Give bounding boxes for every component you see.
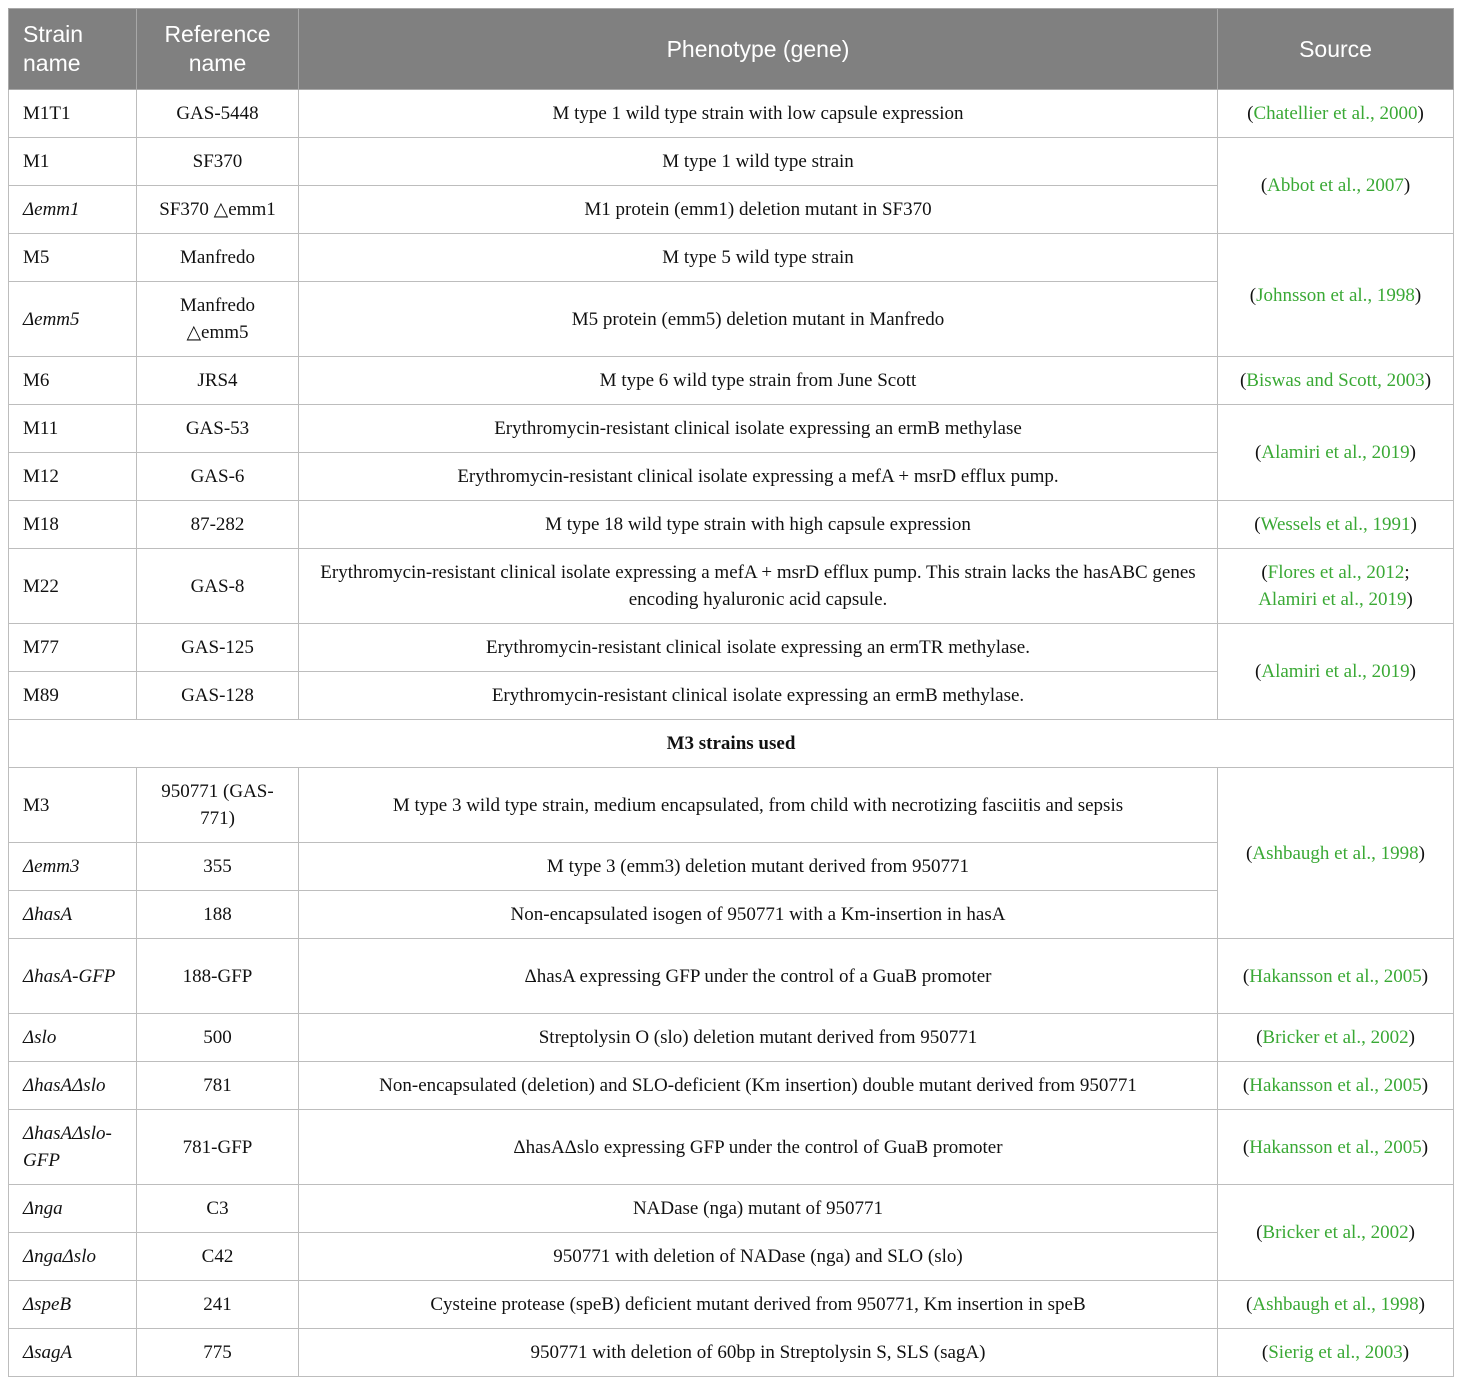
table-header bbox=[9, 9, 1454, 90]
phenotype-cell: Non-encapsulated (deletion) and SLO-deficient (Km insertion) double mutant derived from 950771 bbox=[299, 1062, 1218, 1110]
phenotype-cell: Erythromycin-resistant clinical isolate expressing a mefA + msrD efflux pump. bbox=[299, 453, 1218, 501]
phenotype-cell: M5 protein (emm5) deletion mutant in Manfredo bbox=[299, 282, 1218, 357]
table-row bbox=[9, 1014, 1454, 1062]
reference-cell: 781 bbox=[137, 1062, 299, 1110]
citation-link[interactable]: Alamiri et al., 2019 bbox=[1261, 442, 1410, 463]
citation-link[interactable]: Hakansson et al., 2005 bbox=[1249, 965, 1422, 987]
source-cell: (Chatellier et al., 2000) bbox=[1218, 90, 1454, 138]
citation-link[interactable]: Johnsson et al., 1998 bbox=[1256, 284, 1415, 306]
table-row bbox=[9, 939, 1454, 1014]
table-row bbox=[9, 1110, 1454, 1185]
strain-cell: ΔhasA bbox=[9, 891, 137, 939]
phenotype-cell: M type 1 wild type strain with low capsule expression bbox=[299, 90, 1218, 138]
reference-cell: 188-GFP bbox=[137, 939, 299, 1014]
phenotype-cell: NADase (nga) mutant of 950771 bbox=[299, 1185, 1218, 1233]
table-row bbox=[9, 138, 1454, 186]
phenotype-cell: M type 5 wild type strain bbox=[299, 234, 1218, 282]
strain-cell: M89 bbox=[9, 672, 137, 720]
reference-cell: GAS-128 bbox=[137, 672, 299, 720]
source-cell: (Johnsson et al., 1998) bbox=[1218, 234, 1454, 357]
section-label: M3 strains used bbox=[9, 720, 1454, 768]
header-phenotype: Phenotype (gene) bbox=[299, 9, 1218, 90]
table-row bbox=[9, 1329, 1454, 1377]
table-row bbox=[9, 549, 1454, 624]
citation-link[interactable]: Sierig et al., 2003 bbox=[1268, 1342, 1403, 1363]
source-cell: (Hakansson et al., 2005) bbox=[1218, 1110, 1454, 1185]
phenotype-cell: Erythromycin-resistant clinical isolate expressing an ermB methylase. bbox=[299, 672, 1218, 720]
strain-cell: ΔspeB bbox=[9, 1281, 137, 1329]
reference-cell: 87-282 bbox=[137, 501, 299, 549]
table-row bbox=[9, 405, 1454, 453]
table-row bbox=[9, 357, 1454, 405]
citation-link[interactable]: Chatellier et al., 2000 bbox=[1253, 103, 1418, 124]
reference-cell: GAS-5448 bbox=[137, 90, 299, 138]
citation-link[interactable]: Bricker et al., 2002 bbox=[1262, 1222, 1409, 1243]
strains-table bbox=[8, 8, 1454, 1377]
phenotype-cell: Non-encapsulated isogen of 950771 with a Km-insertion in hasA bbox=[299, 891, 1218, 939]
strain-cell: M1T1 bbox=[9, 90, 137, 138]
reference-cell: 241 bbox=[137, 1281, 299, 1329]
reference-cell: 500 bbox=[137, 1014, 299, 1062]
reference-cell: 775 bbox=[137, 1329, 299, 1377]
table-row bbox=[9, 90, 1454, 138]
source-cell: (Flores et al., 2012; Alamiri et al., 2019) bbox=[1218, 549, 1454, 624]
strain-cell: M1 bbox=[9, 138, 137, 186]
reference-cell: 950771 (GAS-771) bbox=[137, 768, 299, 843]
source-cell: (Hakansson et al., 2005) bbox=[1218, 939, 1454, 1014]
source-cell: (Bricker et al., 2002) bbox=[1218, 1185, 1454, 1281]
citation-link[interactable]: Ashbaugh et al., 1998 bbox=[1252, 842, 1419, 864]
citation-link[interactable]: Biswas and Scott, 2003 bbox=[1246, 370, 1425, 391]
reference-cell: GAS-6 bbox=[137, 453, 299, 501]
strain-cell: Δemm3 bbox=[9, 843, 137, 891]
strain-cell: Δemm5 bbox=[9, 282, 137, 357]
table-row bbox=[9, 1062, 1454, 1110]
source-cell: (Ashbaugh et al., 1998) bbox=[1218, 1281, 1454, 1329]
strain-cell: ΔsagA bbox=[9, 1329, 137, 1377]
section-row bbox=[9, 720, 1454, 768]
table-row bbox=[9, 1185, 1454, 1233]
reference-cell: JRS4 bbox=[137, 357, 299, 405]
source-cell: (Alamiri et al., 2019) bbox=[1218, 405, 1454, 501]
citation-link[interactable]: Hakansson et al., 2005 bbox=[1249, 1136, 1422, 1158]
reference-cell: C42 bbox=[137, 1233, 299, 1281]
reference-cell: GAS-53 bbox=[137, 405, 299, 453]
reference-cell: GAS-8 bbox=[137, 549, 299, 624]
reference-cell: Manfredo bbox=[137, 234, 299, 282]
citation-link[interactable]: Flores et al., 2012 bbox=[1267, 562, 1405, 583]
phenotype-cell: 950771 with deletion of 60bp in Streptolysin S, SLS (sagA) bbox=[299, 1329, 1218, 1377]
phenotype-cell: Cysteine protease (speB) deficient mutant derived from 950771, Km insertion in speB bbox=[299, 1281, 1218, 1329]
strain-cell: ΔngaΔslo bbox=[9, 1233, 137, 1281]
strain-cell: M5 bbox=[9, 234, 137, 282]
source-cell: (Alamiri et al., 2019) bbox=[1218, 624, 1454, 720]
citation-link[interactable]: Abbot et al., 2007 bbox=[1267, 175, 1404, 196]
source-cell: (Biswas and Scott, 2003) bbox=[1218, 357, 1454, 405]
header-row bbox=[9, 9, 1454, 90]
table-body bbox=[9, 90, 1454, 1377]
phenotype-cell: Erythromycin-resistant clinical isolate expressing an ermB methylase bbox=[299, 405, 1218, 453]
reference-cell: 781-GFP bbox=[137, 1110, 299, 1185]
table-row bbox=[9, 234, 1454, 282]
phenotype-cell: M type 3 (emm3) deletion mutant derived from 950771 bbox=[299, 843, 1218, 891]
table-row bbox=[9, 768, 1454, 843]
phenotype-cell: M1 protein (emm1) deletion mutant in SF370 bbox=[299, 186, 1218, 234]
strain-cell: M6 bbox=[9, 357, 137, 405]
phenotype-cell: M type 18 wild type strain with high capsule expression bbox=[299, 501, 1218, 549]
header-reference-name: Reference name bbox=[137, 9, 299, 90]
reference-cell: SF370 △emm1 bbox=[137, 186, 299, 234]
citation-link[interactable]: Wessels et al., 1991 bbox=[1260, 514, 1411, 535]
reference-cell: C3 bbox=[137, 1185, 299, 1233]
table-row bbox=[9, 624, 1454, 672]
reference-cell: 188 bbox=[137, 891, 299, 939]
strain-cell: ΔhasA-GFP bbox=[9, 939, 137, 1014]
source-cell: (Hakansson et al., 2005) bbox=[1218, 1062, 1454, 1110]
strain-cell: M11 bbox=[9, 405, 137, 453]
strain-cell: M12 bbox=[9, 453, 137, 501]
strain-cell: Δslo bbox=[9, 1014, 137, 1062]
reference-cell: GAS-125 bbox=[137, 624, 299, 672]
header-strain-name: Strain name bbox=[9, 9, 137, 90]
citation-link[interactable]: Alamiri et al., 2019 bbox=[1258, 589, 1407, 610]
reference-cell: 355 bbox=[137, 843, 299, 891]
phenotype-cell: 950771 with deletion of NADase (nga) and SLO (slo) bbox=[299, 1233, 1218, 1281]
source-cell: (Wessels et al., 1991) bbox=[1218, 501, 1454, 549]
citation-link[interactable]: Alamiri et al., 2019 bbox=[1261, 661, 1410, 682]
phenotype-cell: ΔhasA expressing GFP under the control of a GuaB promoter bbox=[299, 939, 1218, 1014]
citation-link[interactable]: Bricker et al., 2002 bbox=[1262, 1027, 1409, 1048]
phenotype-cell: M type 6 wild type strain from June Scott bbox=[299, 357, 1218, 405]
strain-cell: ΔhasAΔslo bbox=[9, 1062, 137, 1110]
table-row bbox=[9, 1281, 1454, 1329]
strain-cell: Δemm1 bbox=[9, 186, 137, 234]
strain-cell: Δnga bbox=[9, 1185, 137, 1233]
citation-link[interactable]: Ashbaugh et al., 1998 bbox=[1252, 1294, 1419, 1315]
source-cell: (Ashbaugh et al., 1998) bbox=[1218, 768, 1454, 939]
source-cell: (Bricker et al., 2002) bbox=[1218, 1014, 1454, 1062]
source-cell: (Abbot et al., 2007) bbox=[1218, 138, 1454, 234]
reference-cell: Manfredo △emm5 bbox=[137, 282, 299, 357]
phenotype-cell: Erythromycin-resistant clinical isolate expressing a mefA + msrD efflux pump. This strain lacks the hasABC genes encoding hyaluronic acid capsule. bbox=[299, 549, 1218, 624]
phenotype-cell: M type 3 wild type strain, medium encapsulated, from child with necrotizing fasciitis and sepsis bbox=[299, 768, 1218, 843]
source-cell: (Sierig et al., 2003) bbox=[1218, 1329, 1454, 1377]
phenotype-cell: Erythromycin-resistant clinical isolate expressing an ermTR methylase. bbox=[299, 624, 1218, 672]
table-row bbox=[9, 501, 1454, 549]
strain-cell: M22 bbox=[9, 549, 137, 624]
phenotype-cell: ΔhasAΔslo expressing GFP under the control of GuaB promoter bbox=[299, 1110, 1218, 1185]
phenotype-cell: Streptolysin O (slo) deletion mutant derived from 950771 bbox=[299, 1014, 1218, 1062]
reference-cell: SF370 bbox=[137, 138, 299, 186]
strain-cell: M3 bbox=[9, 768, 137, 843]
strain-cell: ΔhasAΔslo-GFP bbox=[9, 1110, 137, 1185]
citation-link[interactable]: Hakansson et al., 2005 bbox=[1249, 1075, 1422, 1096]
header-source: Source bbox=[1218, 9, 1454, 90]
strain-cell: M77 bbox=[9, 624, 137, 672]
phenotype-cell: M type 1 wild type strain bbox=[299, 138, 1218, 186]
strain-cell: M18 bbox=[9, 501, 137, 549]
